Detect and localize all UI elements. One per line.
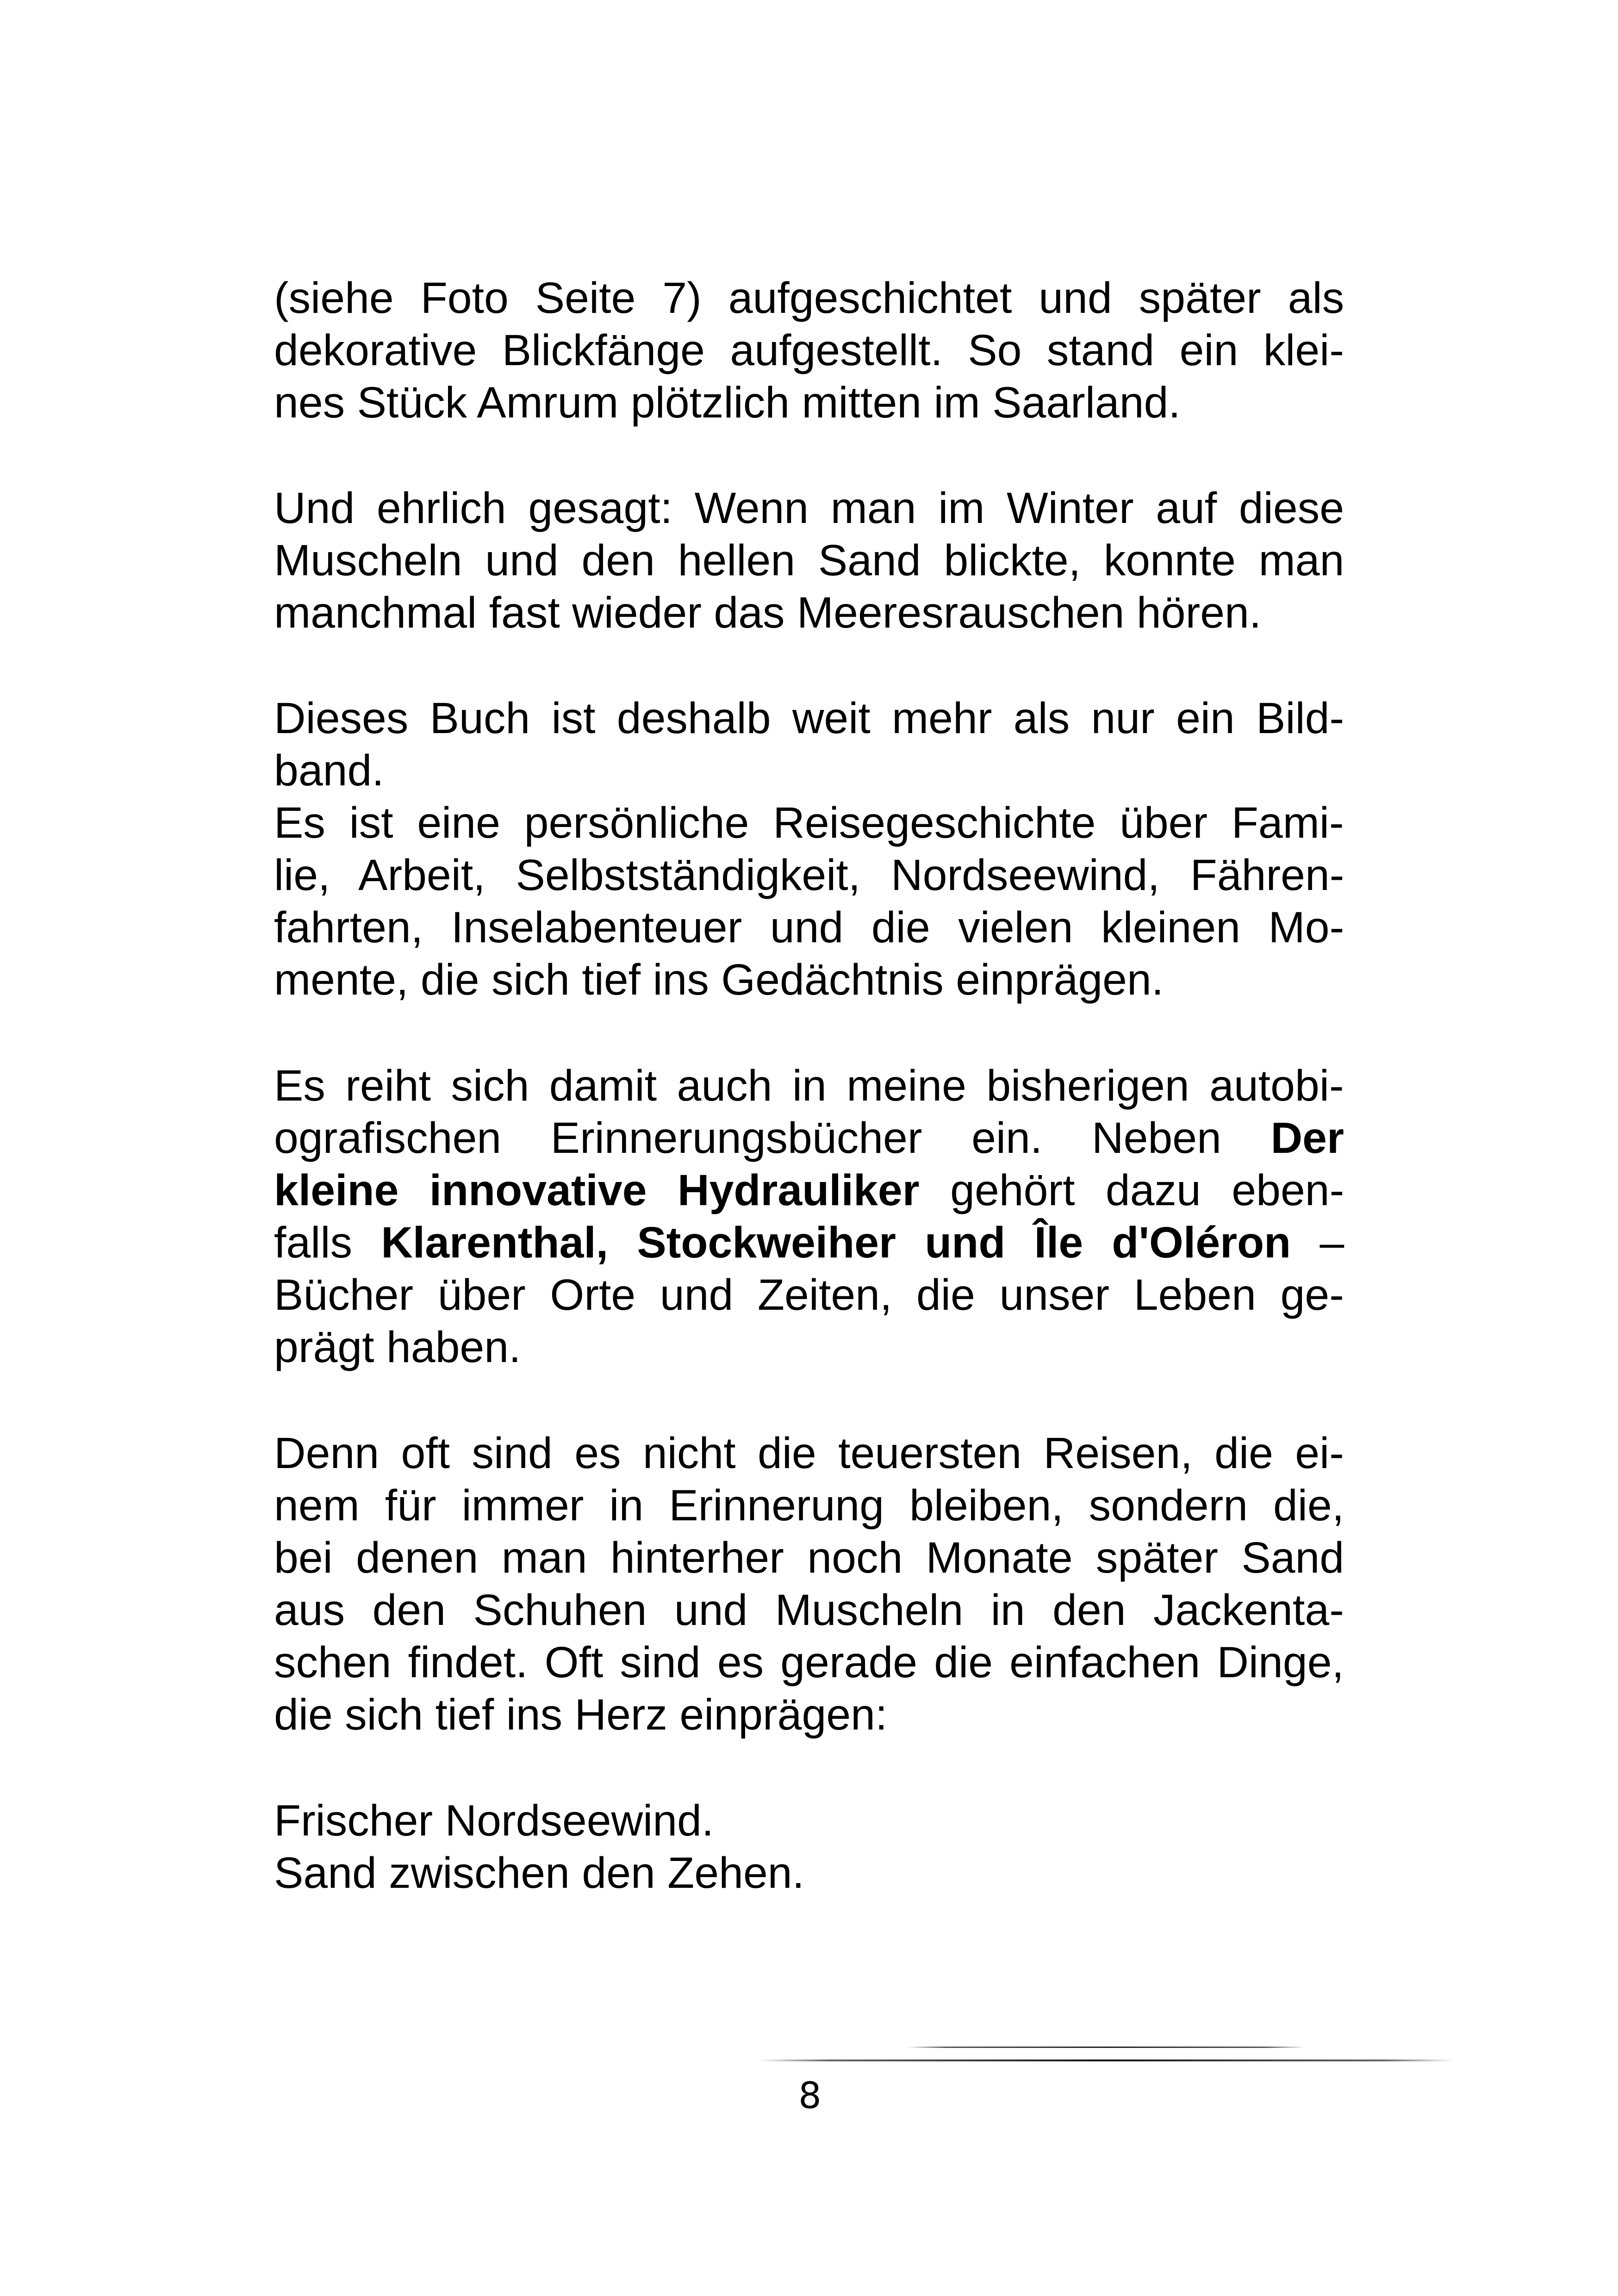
text-line: Denn oft sind es nicht die teuersten Reisen, die ei-	[274, 1429, 1344, 1478]
text-line: Es ist eine persönliche Reisegeschichte über Fami-	[274, 798, 1344, 847]
book-title: kleine innovative Hydrauliker	[274, 1166, 920, 1215]
footer-divider-top	[907, 2047, 1305, 2048]
paragraph-1	[274, 272, 1344, 429]
text-line: nem für immer in Erinnerung bleiben, sondern die,	[274, 1481, 1344, 1530]
text-line: Und ehrlich gesagt: Wenn man im Winter auf diese	[274, 484, 1344, 533]
text-line: fahrten, Inselabenteuer und die vielen kleinen Mo-	[274, 903, 1344, 952]
text-line: mente, die sich tief ins Gedächtnis einprägen.	[274, 955, 1164, 1004]
text-line: Es reiht sich damit auch in meine bisherigen autobi-	[274, 1061, 1344, 1110]
text-line: nes Stück Amrum plötzlich mitten im Saarland.	[274, 378, 1181, 427]
text-line: bei denen man hinterher noch Monate später Sand	[274, 1533, 1344, 1582]
paragraph-2	[274, 482, 1344, 639]
text-line: dekorative Blickfänge aufgestellt. So stand ein klei-	[274, 326, 1344, 375]
text-line: schen findet. Oft sind es gerade die einfachen Dinge,	[274, 1638, 1344, 1687]
text-line: falls Klarenthal, Stockweiher und Île d'Oléron –	[274, 1218, 1344, 1267]
text-line: lie, Arbeit, Selbstständigkeit, Nordseewind, Fähren-	[274, 851, 1344, 900]
text-line: aus den Schuhen und Muscheln in den Jackenta-	[274, 1586, 1344, 1635]
paragraph-5	[274, 1427, 1344, 1741]
text-line: prägt haben.	[274, 1323, 521, 1372]
text-line: Frischer Nordseewind.	[274, 1796, 714, 1845]
paragraph-6	[274, 1795, 1344, 1899]
book-title: Der	[1270, 1114, 1344, 1163]
text-line: Dieses Buch ist deshalb weit mehr als nur ein Bild-	[274, 694, 1344, 743]
text-line: band.	[274, 746, 384, 795]
footer-divider-bottom	[759, 2060, 1453, 2061]
page-number: 8	[798, 2075, 821, 2117]
text-line: ografischen Erinnerungsbücher ein. Neben Der	[274, 1114, 1344, 1163]
text-line: die sich tief ins Herz einprägen:	[274, 1690, 888, 1739]
text-line: Muscheln und den hellen Sand blickte, konnte man	[274, 536, 1344, 585]
book-title: Klarenthal, Stockweiher und Île d'Oléron	[381, 1218, 1291, 1267]
text-line: manchmal fast wieder das Meeresrauschen hören.	[274, 588, 1262, 637]
text-line: Bücher über Orte und Zeiten, die unser Leben ge-	[274, 1270, 1344, 1319]
paragraph-3	[274, 692, 1344, 1006]
text-line: kleine innovative Hydrauliker gehört dazu eben-	[274, 1166, 1344, 1215]
text-line: (siehe Foto Seite 7) aufgeschichtet und später als	[274, 274, 1344, 323]
text-line: Sand zwischen den Zehen.	[274, 1848, 805, 1898]
paragraph-4	[274, 1060, 1344, 1374]
